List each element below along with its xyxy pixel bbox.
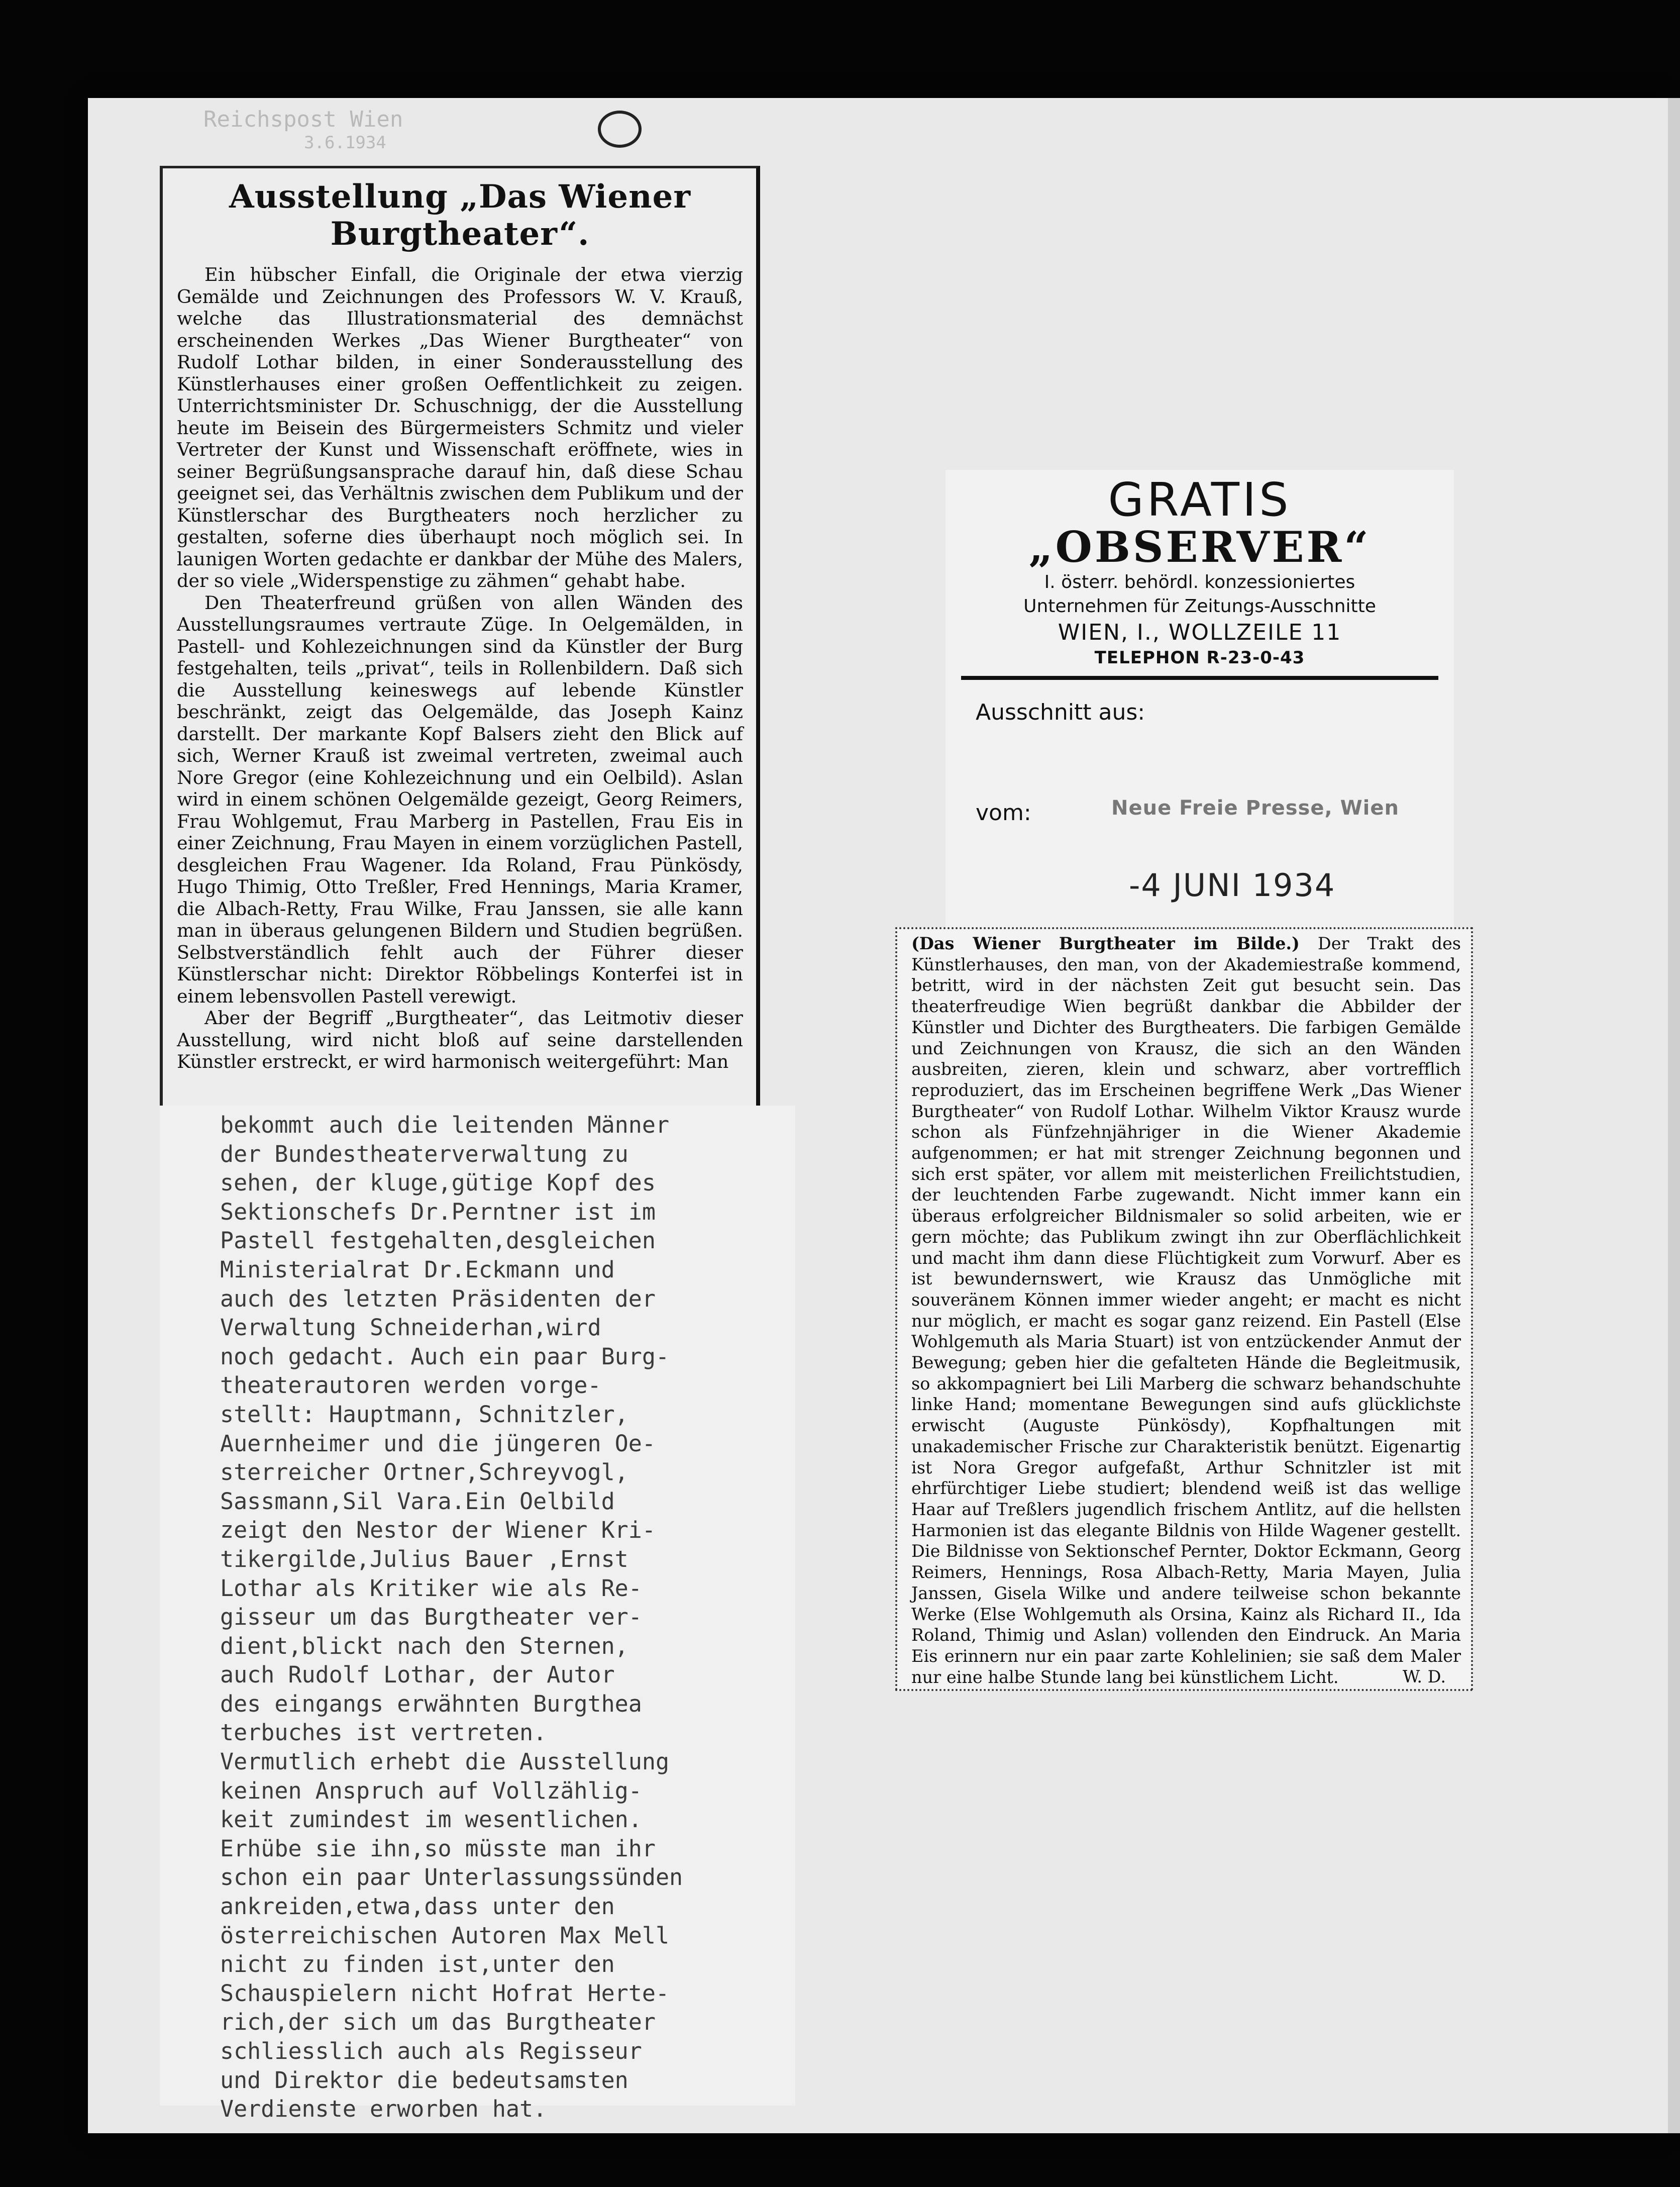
article-lead: (Das Wiener Burgtheater im Bilde.) xyxy=(911,934,1300,953)
article-paragraph: Aber der Begriff „Burgtheater“, das Leitmotiv dieser Ausstellung, wird nicht bloß auf seine darstellenden Künstler erstreckt, er wird harmonisch weitergeführt: Man xyxy=(177,1007,743,1072)
typed-continuation xyxy=(160,1106,795,2123)
observer-slip xyxy=(946,470,1454,942)
observer-phone: TELEPHON R-23-0-43 xyxy=(1094,648,1305,668)
clipping-neue-freie-presse xyxy=(895,927,1473,1691)
stamp-date-line: 3.6.1934 xyxy=(304,133,386,153)
observer-logo: „OBSERVER“ xyxy=(1028,522,1371,572)
observer-tagline: Unternehmen für Zeitungs-Ausschnitte xyxy=(1023,596,1376,617)
observer-tagline: I. österr. behördl. konzessioniertes xyxy=(1044,572,1355,592)
label-date: vom: xyxy=(976,800,1031,826)
gratis-heading: GRATIS xyxy=(1108,473,1292,527)
article-signature: W. D. xyxy=(1402,1667,1446,1687)
date-stamp: -4 JUNI 1934 xyxy=(1129,867,1336,904)
label-from: Ausschnitt aus: xyxy=(976,700,1145,725)
hole-ring-mark xyxy=(598,111,642,148)
article-body xyxy=(911,933,1461,1687)
article-paragraph: Den Theaterfreund grüßen von allen Wänden des Ausstellungsraumes vertraute Züge. In Oelgemälden, in Pastell- und Kohlezeichnungen sind da Künstler der Burg festgehalten, teils „privat“, teils in Rollenbildern. Daß sich die Ausstellung keineswegs auf lebende Künstler beschränkt, zeigt das Oelgemälde, das Joseph Kainz darstellt. Der markante Kopf Balsers zieht den Blick auf sich, Werner Krauß ist zweimal vertreten, zweimal auch Nore Gregor (eine Kohlezeichnung und ein Oelbild). Aslan wird in einem schönen Oelgemälde gezeigt, Georg Reimers, Frau Wohlgemut, Frau Marberg in Pastellen, Frau Eis in einer Zeichnung, Frau Mayen in einem vorzüglichen Pastell, desgleichen Frau Wagener. Ida Roland, Frau Pünkösdy, Hugo Thimig, Otto Treßler, Fred Hennings, Maria Kramer, die Albach-Retty, Frau Wilke, Frau Janssen, sie alle kann man in überaus gelungenen Bildern und Studien begrüßen. Selbstverständlich fehlt auch der Führer dieser Künstlerschar nicht: Direktor Röbbelings Konterfei ist in einem lebensvollen Pastell verewigt. xyxy=(177,591,743,1007)
clipping-reichspost xyxy=(160,166,760,1106)
divider xyxy=(961,676,1438,680)
article-body xyxy=(177,264,743,1073)
source-stamp: Neue Freie Presse, Wien xyxy=(1111,797,1399,820)
typed-text: bekommt auch die leitenden Männer der Bundestheaterverwaltung zu sehen, der kluge,gütige Kopf des Sektionschefs Dr.Perntner ist im Pastell festgehalten,desgleichen Ministerialrat Dr.Eckmann und auch des letzten Präsidenten der Verwaltung Schneiderhan,wird noch gedacht. Auch ein paar Burg- theaterautoren werden vorge- stellt: Hauptmann, Schnitzler, Auernheimer und die jüngeren Oe- sterreicher Ortner,Schreyvogl, Sassmann,Sil Vara.Ein Oelbild zeigt den Nestor der Wiener Kri- tikergilde,Julius Bauer ,Ernst Lothar als Kritiker wie als Re- gisseur um das Burgtheater ver- dient,blickt nach den Sternen, auch Rudolf Lothar, der Autor des eingangs erwähnten Burgthea terbuches ist vertreten. Vermutlich erhebt die Ausstellung keinen Anspruch auf Vollzählig- keit zumindest im wesentlichen. Erhübe sie ihn,so müsste man ihr schon ein paar Unterlassungssünden ankreiden,etwa,dass unter den österreichischen Autoren Max Mell nicht zu finden ist,unter den Schauspielern nicht Hofrat Herte- rich,der sich um das Burgtheater schliesslich auch als Regisseur und Direktor die bedeutsamsten Verdienste erworben hat. xyxy=(220,1112,683,2123)
source-stamp-top xyxy=(203,108,550,161)
article-headline: Ausstellung „Das Wiener Burgtheater“. xyxy=(229,178,691,253)
stamp-source-line: Reichspost Wien xyxy=(203,107,403,132)
article-text: Der Trakt des Künstlerhauses, den man, von der Akademiestraße kommend, betritt, wird in der nächsten Zeit gut besucht sein. Das theaterfreudige Wien begrüßt dankbar die Abbilder der Künstler und Dichter des Burgtheaters. Die farbigen Gemälde und Zeichnungen von Krausz, die sich an den Wänden ausbreiten, zieren, klein und schwarz, aber vortrefflich reproduziert, das im Erscheinen begriffene Werk „Das Wiener Burgtheater“ von Rudolf Lothar. Wilhelm Viktor Krausz wurde schon als Fünfzehnjähriger in die Wiener Akademie aufgenommen; er hat mit strenger Zeichnung begonnen und sich erst später, vor allem mit meisterlichen Freilichtstudien, der leuchtenden Farbe zugewandt. Nicht immer kann ein überaus erfolgreicher Bildnismaler so solid arbeiten, wie er gern möchte; das Publikum zwingt ihn zur Oberflächlichkeit und macht ihm dann diese Flüchtigkeit zum Vorwurf. Aber es ist bewundernswert, wie Krausz das Unmögliche mit souveränem Können immer wieder angeht; er macht es nicht nur möglich, er macht es sogar ganz reizend. Ein Pastell (Else Wohlgemuth als Maria Stuart) ist von entzückender Anmut der Bewegung; geben hier die gefalteten Hände die Begleitmusik, so akkompagniert bei Lili Marberg die schwarz behandschuhte linke Hand; momentane Bewegungen sind aufs glücklichste erwischt (Auguste Pünkösdy), Kopfhaltungen mit unakademischer Frische zur Charakteristik benützt. Eigenartig ist Nora Gregor aufgefaßt, Arthur Schnitzler ist mit ehrfürchtiger Liebe studiert; blendend weiß ist das wellige Haar auf Treßlers jugendlich frischem Antlitz, auf die hellsten Harmonien ist das elegante Bildnis von Hilde Wagener gestellt. Die Bildnisse von Sektionschef Pernter, Doktor Eckmann, Georg Reimers, Hennings, Rosa Albach-Retty, Maria Mayen, Julia Janssen, Gisela Wilke und andere teilweise schon bekannte Werke (Else Wohlgemuth als Orsina, Kainz als Richard II., Ida Roland, Thimig und Aslan) vollenden den Eindruck. An Maria Eis erinnern nur ein paar zarte Kohlelinien; sie saß dem Maler nur eine halbe Stunde lang bei künstlichem Licht. xyxy=(911,934,1461,1687)
article-paragraph: Ein hübscher Einfall, die Originale der etwa vierzig Gemälde und Zeichnungen des Professors W. V. Krauß, welche das Illustrationsmaterial des demnächst erscheinenden Werkes „Das Wiener Burgtheater“ von Rudolf Lothar bilden, in einer Sonderausstellung des Künstlerhauses einer großen Oeffentlichkeit zu zeigen. Unterrichtsminister Dr. Schuschnigg, der die Ausstellung heute im Beisein des Bürgermeisters Schmitz und vieler Vertreter der Kunst und Wissenschaft eröffnete, wies in seiner Begrüßungsansprache darauf hin, daß diese Schau geeignet sei, das Verhältnis zwischen dem Publikum und der Künstlerschar des Burgtheaters noch herzlicher zu gestalten, soferne dies überhaupt noch möglich sei. In launigen Worten gedachte er dankbar der Mühe des Malers, der so viele „Widerspenstige zu zähmen“ gehabt habe. xyxy=(177,264,743,591)
page-edge xyxy=(1668,98,1680,2133)
observer-address: WIEN, I., WOLLZEILE 11 xyxy=(1058,620,1342,645)
